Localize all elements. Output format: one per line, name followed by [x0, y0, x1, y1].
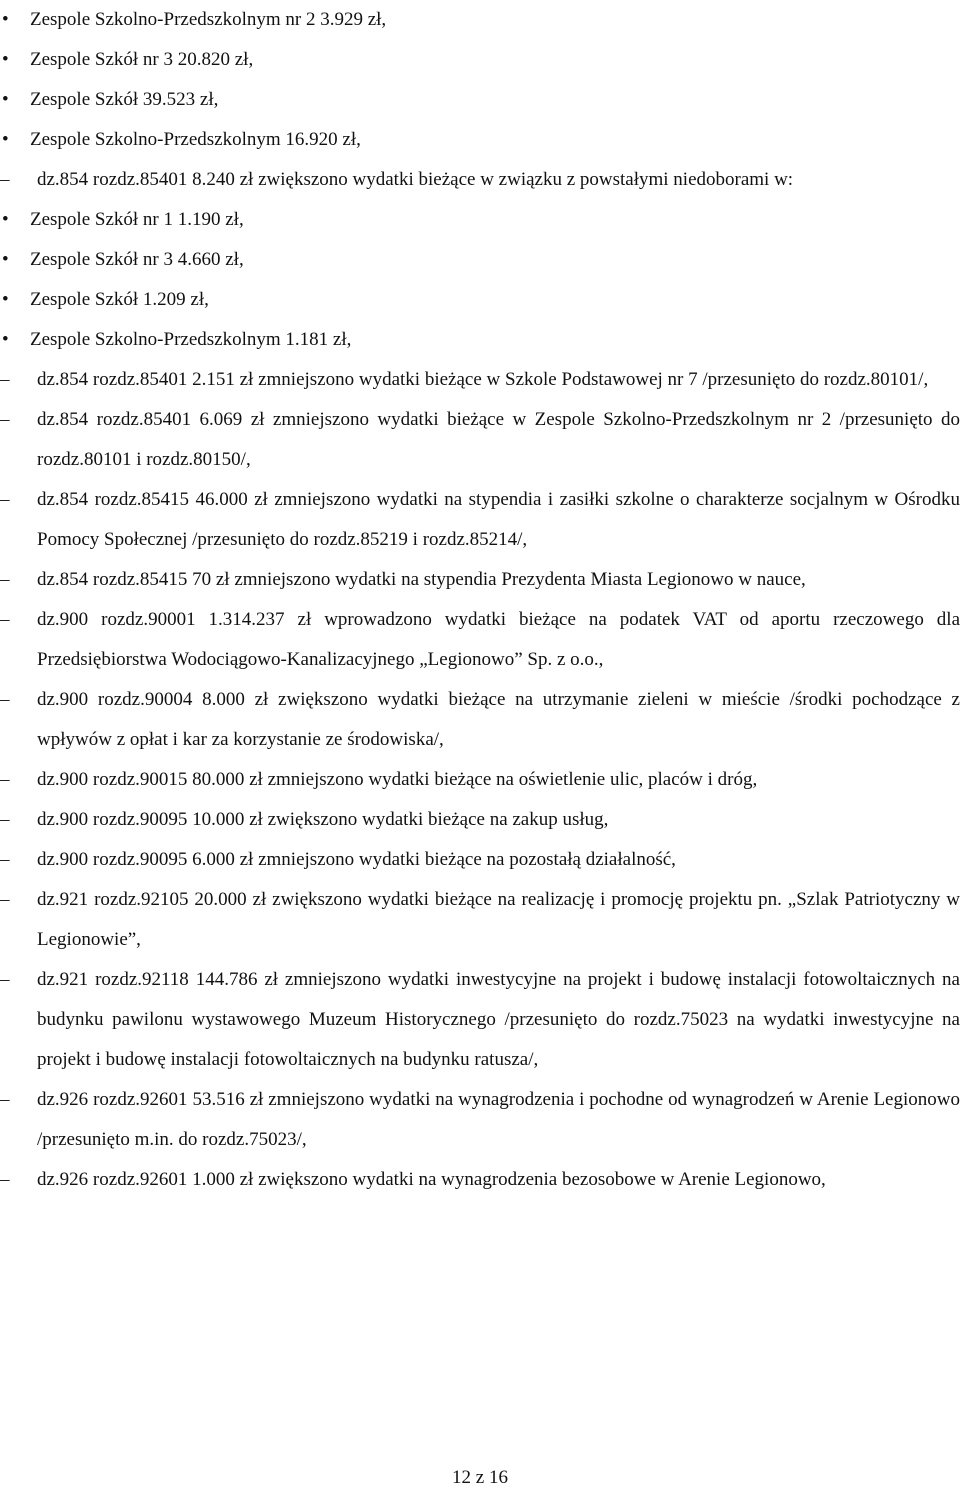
list-item-text: Zespole Szkół nr 3 20.820 zł,: [30, 49, 254, 70]
list-item-text: dz.926 rozdz.92601 53.516 zł zmniejszono wydatki na wynagrodzenia i pochodne od wynagrodzeń w Arenie Legionowo /przesunięto m.in. do rozdz.75023/,: [37, 1089, 960, 1150]
list-item-text: Zespole Szkolno-Przedszkolnym 1.181 zł,: [30, 329, 352, 350]
bullet-marker: •: [2, 129, 9, 150]
list-item: [0, 760, 960, 800]
dash-marker: –: [0, 809, 10, 830]
list-item-text: dz.900 rozdz.90015 80.000 zł zmniejszono wydatki bieżące na oświetlenie ulic, placów i dróg,: [37, 769, 758, 790]
list-item-text: dz.900 rozdz.90095 10.000 zł zwiększono wydatki bieżące na zakup usług,: [37, 809, 609, 830]
bullet-marker: •: [2, 49, 9, 70]
dash-marker: –: [0, 889, 10, 910]
bullet-marker: •: [2, 9, 9, 30]
dash-marker: –: [0, 569, 10, 590]
list-item: [0, 840, 960, 880]
list-item: [0, 240, 960, 280]
list-item: [0, 40, 960, 80]
list-item-text: dz.900 rozdz.90001 1.314.237 zł wprowadzono wydatki bieżące na podatek VAT od aportu rzeczowego dla Przedsiębiorstwa Wodociągowo-Kanalizacyjnego „Legionowo” Sp. z o.o.,: [37, 609, 960, 670]
list-item: [0, 120, 960, 160]
list-item-text: Zespole Szkolno-Przedszkolnym 16.920 zł,: [30, 129, 361, 150]
list-item-text: Zespole Szkół nr 3 4.660 zł,: [30, 249, 244, 270]
list-item-text: Zespole Szkół nr 1 1.190 zł,: [30, 209, 244, 230]
list-item: [0, 600, 960, 680]
bullet-marker: •: [2, 289, 9, 310]
list-item: [0, 200, 960, 240]
list-item-text: dz.854 rozdz.85415 46.000 zł zmniejszono wydatki na stypendia i zasiłki szkolne o charakterze socjalnym w Ośrodku Pomocy Społecznej /przesunięto do rozdz.85219 i rozdz.85214/,: [37, 489, 960, 550]
dash-marker: –: [0, 849, 10, 870]
list-item-text: dz.926 rozdz.92601 1.000 zł zwiększono wydatki na wynagrodzenia bezosobowe w Arenie Legionowo,: [37, 1169, 826, 1190]
dash-marker: –: [0, 369, 10, 390]
list-item: [0, 1080, 960, 1160]
list-item: [0, 560, 960, 600]
dash-marker: –: [0, 1169, 10, 1190]
list-item: [0, 800, 960, 840]
dash-marker: –: [0, 489, 10, 510]
list-item: [0, 960, 960, 1080]
dash-marker: –: [0, 769, 10, 790]
list-item-text: dz.900 rozdz.90004 8.000 zł zwiększono wydatki bieżące na utrzymanie zieleni w mieście /środki pochodzące z wpływów z opłat i kar za korzystanie ze środowiska/,: [37, 689, 960, 750]
list-item: [0, 280, 960, 320]
bullet-marker: •: [2, 89, 9, 110]
list-item-text: dz.854 rozdz.85415 70 zł zmniejszono wydatki na stypendia Prezydenta Miasta Legionowo w nauce,: [37, 569, 806, 590]
list-item: [0, 320, 960, 360]
list-item-text: Zespole Szkół 39.523 zł,: [30, 89, 219, 110]
bullet-marker: •: [2, 329, 9, 350]
dash-marker: –: [0, 609, 10, 630]
page-number: 12 z 16: [452, 1467, 508, 1488]
dash-marker: –: [0, 1089, 10, 1110]
dash-marker: –: [0, 169, 10, 190]
list-item-text: Zespole Szkół 1.209 zł,: [30, 289, 209, 310]
list-item-text: dz.900 rozdz.90095 6.000 zł zmniejszono wydatki bieżące na pozostałą działalność,: [37, 849, 676, 870]
bullet-marker: •: [2, 209, 9, 230]
list-item: [0, 360, 960, 400]
list-item: [0, 80, 960, 120]
list-item: [0, 680, 960, 760]
list-item-text: dz.854 rozdz.85401 2.151 zł zmniejszono wydatki bieżące w Szkole Podstawowej nr 7 /przesunięto do rozdz.80101/,: [37, 369, 929, 390]
list-item: [0, 1160, 960, 1200]
bullet-marker: •: [2, 249, 9, 270]
list-item: [0, 160, 960, 200]
list-item-text: dz.854 rozdz.85401 6.069 zł zmniejszono wydatki bieżące w Zespole Szkolno-Przedszkolnym nr 2 /przesunięto do rozdz.80101 i rozdz.80150/,: [37, 409, 960, 470]
list-item: [0, 400, 960, 480]
dash-marker: –: [0, 969, 10, 990]
list-item-text: Zespole Szkolno-Przedszkolnym nr 2 3.929 zł,: [30, 9, 387, 30]
dash-marker: –: [0, 409, 10, 430]
list-item-text: dz.921 rozdz.92105 20.000 zł zwiększono wydatki bieżące na realizację i promocję projektu pn. „Szlak Patriotyczny w Legionowie”,: [37, 889, 960, 950]
list-item: [0, 880, 960, 960]
list-item: [0, 480, 960, 560]
dash-marker: –: [0, 689, 10, 710]
list-item-text: dz.921 rozdz.92118 144.786 zł zmniejszono wydatki inwestycyjne na projekt i budowę instalacji fotowoltaicznych na budynku pawilonu wystawowego Muzeum Historycznego /przesunięto do rozdz.75023 na wydatki inwestycyjne na projekt i budowę instalacji fotowoltaicznych na budynku ratusza/,: [37, 969, 960, 1070]
list-item: [0, 0, 960, 40]
list-item-text: dz.854 rozdz.85401 8.240 zł zwiększono wydatki bieżące w związku z powstałymi niedoborami w:: [37, 169, 794, 190]
